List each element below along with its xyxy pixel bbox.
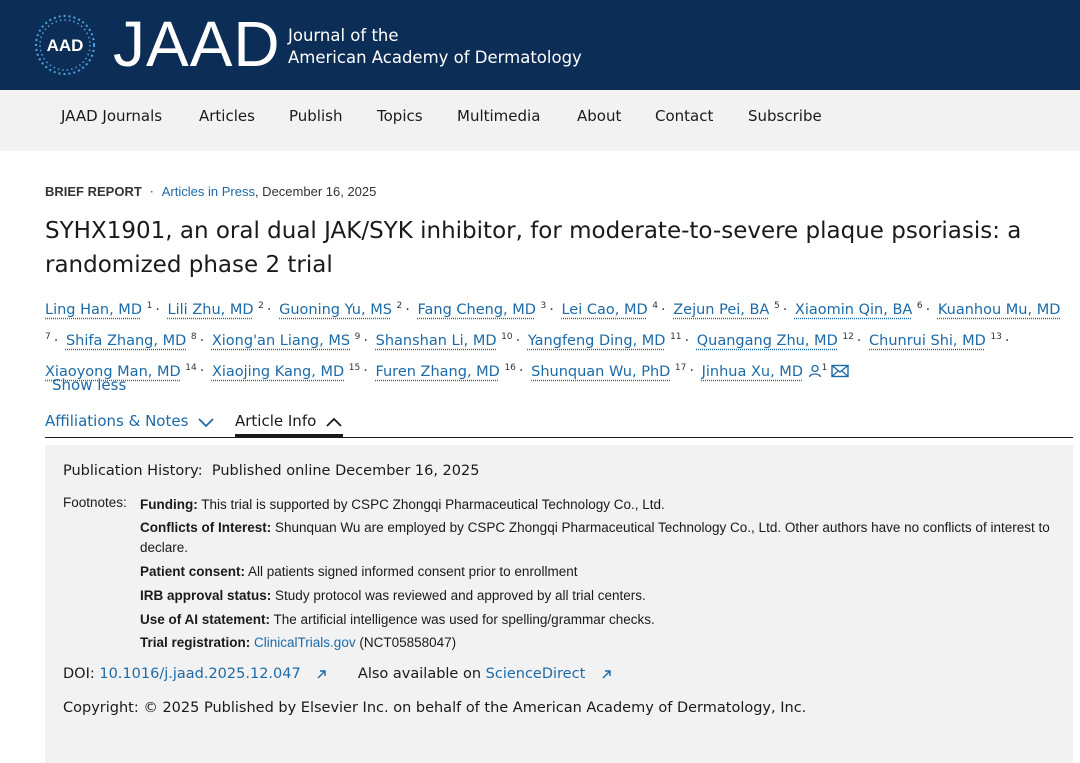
person-icon bbox=[808, 364, 822, 378]
doi-label: DOI: bbox=[63, 666, 95, 682]
funding-text: This trial is supported by CSPC Zhongqi Pharmaceutical Technology Co., Ltd. bbox=[201, 497, 665, 512]
also-available-label: Also available on bbox=[357, 666, 482, 682]
author-link[interactable]: Chunrui Shi, MD bbox=[869, 332, 986, 349]
author-link[interactable]: Jinhua Xu, MD bbox=[701, 363, 803, 380]
nav-subscribe[interactable]: Subscribe bbox=[748, 107, 822, 125]
affiliation-number: 6 bbox=[916, 301, 923, 311]
author-separator: · bbox=[856, 332, 862, 349]
nav-publish[interactable]: Publish bbox=[289, 107, 343, 125]
affiliation-number: 8 bbox=[190, 331, 197, 342]
affiliation-number: 1 bbox=[146, 301, 153, 311]
author-separator: · bbox=[1004, 332, 1010, 349]
doi-row bbox=[63, 666, 620, 682]
conflicts-text: Shunquan Wu are employed by CSPC Zhongqi Pharmaceutical Technology Co., Ltd. Other authors have no conflicts of interest to declare. bbox=[140, 520, 1050, 555]
affiliation-number: 7 bbox=[45, 331, 51, 342]
nav-about[interactable]: About bbox=[577, 107, 622, 125]
author-separator: · bbox=[266, 301, 272, 318]
author-link[interactable]: Fang Cheng, MD bbox=[417, 301, 536, 318]
author-link[interactable]: Furen Zhang, MD bbox=[375, 363, 500, 380]
external-link-icon[interactable] bbox=[315, 668, 327, 680]
author-link[interactable]: Xiaojing Kang, MD bbox=[211, 363, 345, 380]
affiliation-number: 5 bbox=[773, 301, 780, 311]
footnotes-label: Footnotes: bbox=[63, 495, 127, 510]
patient-consent-text: All patients signed informed consent prior to enrollment bbox=[248, 564, 578, 579]
author-link[interactable]: Xiaoyong Man, MD bbox=[45, 363, 181, 380]
author-link[interactable]: Shifa Zhang, MD bbox=[65, 332, 187, 349]
chevron-up-icon bbox=[325, 416, 343, 428]
publication-history bbox=[63, 463, 479, 479]
nav-multimedia[interactable]: Multimedia bbox=[457, 107, 541, 125]
author-link[interactable]: Xiaomin Qin, BA bbox=[794, 301, 913, 318]
author-separator: · bbox=[684, 332, 690, 349]
author-link[interactable]: Ling Han, MD bbox=[45, 301, 142, 318]
author-link[interactable]: Shanshan Li, MD bbox=[375, 332, 497, 349]
author-separator: · bbox=[689, 363, 694, 380]
author-link[interactable]: Quangang Zhu, MD bbox=[696, 332, 838, 349]
affiliation-number: 2 bbox=[396, 301, 403, 311]
author-link[interactable]: Lili Zhu, MD bbox=[167, 301, 254, 318]
author-link[interactable]: Shunquan Wu, PhD bbox=[531, 363, 671, 380]
affiliation-number: 9 bbox=[354, 331, 361, 342]
ai-statement-text: The artificial intelligence was used for spelling/grammar checks. bbox=[273, 612, 655, 627]
tab-article-info-label: Article Info bbox=[235, 412, 317, 430]
conflicts-label: Conflicts of Interest: bbox=[140, 520, 272, 535]
active-tab-indicator bbox=[235, 434, 343, 437]
tab-affiliations-notes[interactable] bbox=[45, 412, 215, 430]
author-link[interactable]: Zejun Pei, BA bbox=[673, 301, 770, 318]
author-separator: · bbox=[363, 363, 368, 380]
publication-date: , December 16, 2025 bbox=[254, 184, 377, 199]
sciencedirect-link[interactable]: ScienceDirect bbox=[485, 666, 586, 682]
nav-topics[interactable]: Topics bbox=[377, 107, 423, 125]
author-separator: · bbox=[199, 363, 205, 380]
author-link[interactable]: Yangfeng Ding, MD bbox=[527, 332, 666, 349]
breadcrumb bbox=[45, 184, 376, 199]
journal-name bbox=[288, 25, 582, 69]
affiliation-number: 14 bbox=[185, 362, 197, 373]
irb-note bbox=[140, 586, 1055, 606]
pub-history-value: Published online December 16, 2025 bbox=[211, 463, 480, 479]
tabs-divider bbox=[45, 437, 1073, 438]
author-link[interactable]: Guoning Yu, MS bbox=[279, 301, 392, 318]
patient-consent-note bbox=[140, 562, 1055, 582]
trial-registration-label: Trial registration: bbox=[140, 635, 251, 650]
copyright: Copyright: © 2025 Published by Elsevier Inc. on behalf of the American Academy of Dermatology, Inc. bbox=[63, 700, 807, 716]
author-separator: · bbox=[925, 301, 931, 318]
author-separator: · bbox=[782, 301, 788, 318]
breadcrumb-separator: · bbox=[149, 184, 154, 199]
affiliation-number: 4 bbox=[652, 301, 658, 311]
author-separator: · bbox=[155, 301, 160, 318]
external-link-icon[interactable] bbox=[600, 668, 612, 680]
aad-logo-text: AAD bbox=[46, 36, 84, 55]
aad-logo[interactable] bbox=[34, 14, 96, 76]
articles-in-press-link[interactable]: Articles in Press bbox=[161, 184, 255, 199]
affiliation-number: 15 bbox=[348, 362, 361, 373]
author-separator: · bbox=[518, 363, 524, 380]
author-link[interactable]: Lei Cao, MD bbox=[561, 301, 648, 318]
funding-note bbox=[140, 495, 1055, 515]
conflicts-note bbox=[140, 518, 1055, 558]
author-separator: · bbox=[515, 332, 521, 349]
affiliation-number: 12 bbox=[842, 331, 854, 342]
tab-affiliations-label: Affiliations & Notes bbox=[45, 412, 189, 430]
pub-history-label: Publication History: bbox=[63, 463, 203, 479]
nav-articles[interactable]: Articles bbox=[199, 107, 255, 125]
article-type: BRIEF REPORT bbox=[45, 184, 142, 199]
journal-line1: Journal of the bbox=[288, 26, 399, 45]
article-title: SYHX1901, an oral dual JAK/SYK inhibitor, for moderate-to-severe plaque psoriasis: a randomized phase 2 trial bbox=[45, 218, 1022, 278]
jaad-logo[interactable]: JAAD bbox=[113, 8, 281, 80]
affiliation-number: 2 bbox=[258, 301, 264, 311]
affiliation-number: 11 bbox=[670, 331, 682, 342]
trial-registration-note bbox=[140, 633, 1055, 653]
tab-article-info[interactable] bbox=[235, 412, 343, 430]
doi-link[interactable]: 10.1016/j.jaad.2025.12.047 bbox=[99, 666, 301, 682]
affiliation-number: 13 bbox=[990, 331, 1002, 342]
ai-statement-label: Use of AI statement: bbox=[140, 612, 271, 627]
affiliation-number: 16 bbox=[504, 362, 516, 373]
irb-text: Study protocol was reviewed and approved by all trial centers. bbox=[275, 588, 646, 603]
author-separator: · bbox=[363, 332, 369, 349]
ai-statement-note bbox=[140, 610, 1055, 630]
author-link[interactable]: Kuanhou Mu, MD bbox=[937, 301, 1061, 318]
funding-label: Funding: bbox=[140, 497, 198, 512]
trial-id: (NCT05858047) bbox=[359, 635, 457, 650]
irb-label: IRB approval status: bbox=[140, 588, 272, 603]
author-separator: · bbox=[661, 301, 666, 318]
author-separator: · bbox=[405, 301, 410, 318]
patient-consent-label: Patient consent: bbox=[140, 564, 246, 579]
mail-icon[interactable] bbox=[831, 364, 849, 378]
affiliation-number: 3 bbox=[540, 301, 547, 311]
nav-contact[interactable]: Contact bbox=[655, 107, 714, 125]
author-separator: · bbox=[549, 301, 554, 318]
affiliation-number: 1 bbox=[821, 362, 828, 373]
author-link[interactable]: Xiong'an Liang, MS bbox=[211, 332, 351, 349]
affiliation-number: 17 bbox=[674, 362, 687, 373]
journal-line2: American Academy of Dermatology bbox=[288, 48, 582, 67]
show-less-button[interactable]: Show less bbox=[52, 376, 127, 394]
author-separator: · bbox=[199, 332, 205, 349]
chevron-down-icon bbox=[197, 416, 215, 428]
clinicaltrials-link[interactable]: ClinicalTrials.gov bbox=[254, 635, 356, 650]
author-list bbox=[45, 293, 1075, 385]
affiliation-number: 10 bbox=[501, 331, 513, 342]
nav-jaad-journals[interactable]: JAAD Journals bbox=[61, 107, 163, 125]
author-separator: · bbox=[53, 332, 59, 349]
